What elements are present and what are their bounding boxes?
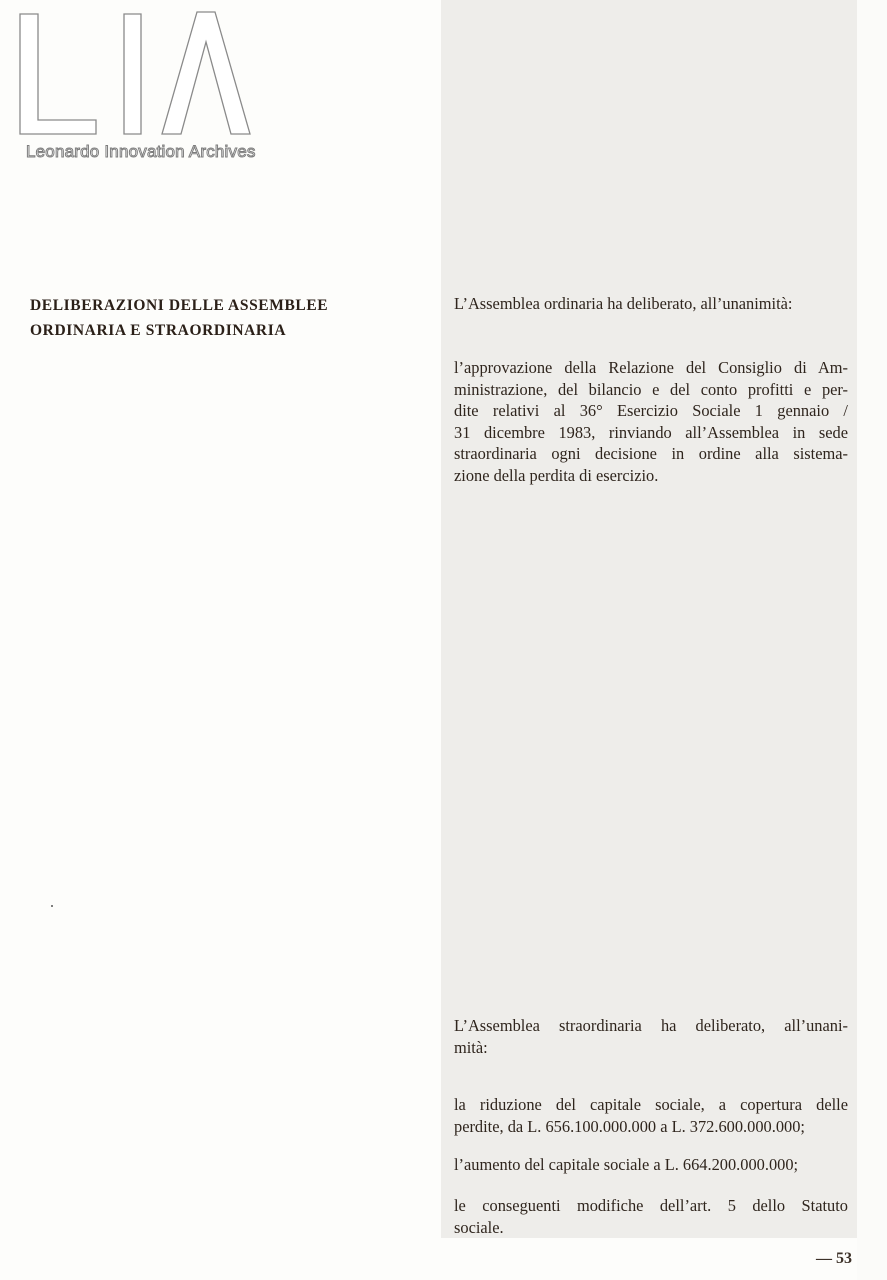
page-number: — 53 [816, 1250, 852, 1267]
ordinary-body-line: l’approvazione della Relazione del Consiglio di Am- [454, 358, 848, 377]
resolution-line: sociale. [454, 1217, 504, 1237]
heading-line-2: ORDINARIA E STRAORDINARIA [30, 322, 287, 339]
resolution-line: l’aumento del capitale sociale a L. 664.200.000.000; [454, 1155, 799, 1174]
ordinary-assembly-intro [454, 293, 848, 315]
lia-logo-mark [10, 8, 260, 138]
capital-increase-resolution [454, 1154, 848, 1176]
page-margin-strip [857, 0, 887, 1280]
capital-reduction-resolution [454, 1094, 848, 1137]
ordinary-body-line: ministrazione, del bilancio e del conto profitti e per- [454, 379, 848, 399]
ordinary-body-line: dite relativi al 36° Esercizio Sociale 1 gennaio / [454, 401, 848, 420]
extraordinary-assembly-intro [454, 1015, 848, 1058]
statute-amendment-resolution [454, 1195, 848, 1238]
lia-logo [10, 8, 260, 161]
ordinary-body-line: 31 dicembre 1983, rinviando all’Assemblea in sede [454, 422, 848, 442]
ordinary-body-line: straordinaria ogni decisione in ordine alla sistema- [454, 444, 848, 463]
ordinary-body-line: zione della perdita di esercizio. [454, 465, 659, 485]
extraordinary-intro-line: mità: [454, 1037, 488, 1057]
resolution-line: le conseguenti modifiche dell’art. 5 dello Statuto [454, 1196, 848, 1215]
ordinary-assembly-resolution [454, 357, 848, 486]
logo-subtitle: Leonardo Innovation Archives [26, 142, 256, 161]
resolution-line: la riduzione del capitale sociale, a copertura delle [454, 1095, 848, 1114]
heading-line-1: DELIBERAZIONI DELLE ASSEMBLEE [30, 297, 329, 314]
section-heading [30, 293, 390, 343]
resolution-line: perdite, da L. 656.100.000.000 a L. 372.600.000.000; [454, 1116, 805, 1136]
extraordinary-intro-line: L’Assemblea straordinaria ha deliberato, all’unani- [454, 1016, 848, 1035]
print-speck [51, 905, 53, 907]
ordinary-intro-line: L’Assemblea ordinaria ha deliberato, all’unanimità: [454, 294, 793, 313]
